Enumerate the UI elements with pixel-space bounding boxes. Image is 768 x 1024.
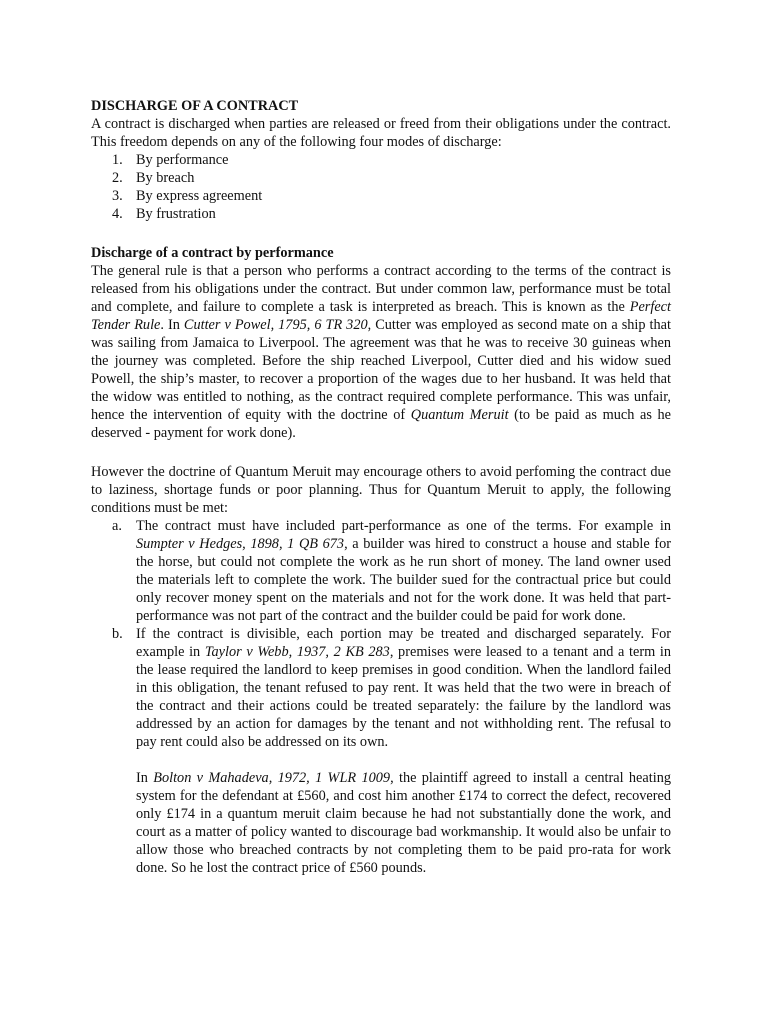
list-letter: b. bbox=[112, 626, 123, 642]
intro-paragraph: A contract is discharged when parties are released or freed from their obligations under the contract. This freedom depends on any of the following four modes of discharge: bbox=[91, 116, 671, 150]
list-item bbox=[91, 151, 671, 169]
list-item-text: By performance bbox=[136, 152, 229, 168]
performance-paragraph: The general rule is that a person who performs a contract according to the terms of the contract is released from his obligations under the contract. But under common law, performance must be total and complete, and failure to complete a task is interpreted as breach. This is known as the Perfect Tender Rule. In Cutter v Powel, 1795, 6 TR 320, Cutter was employed as second mate on a ship that was sailing from Jamaica to Liverpool. The agreement was that he was to receive 30 guineas when the journey was completed. Before the ship reached Liverpool, Cutter died and his widow sued Powell, the ship’s master, to recover a proportion of the wages due to her husband. It was held that the widow was entitled to nothing, as the contract required complete performance. This was unfair, hence the intervention of equity with the doctrine of Quantum Meruit (to be paid as much as he deserved - payment for work done). bbox=[91, 263, 672, 441]
section-heading: Discharge of a contract by performance bbox=[91, 245, 334, 261]
list-number: 3. bbox=[112, 188, 123, 204]
list-item: a. The contract must have included part-performance as one of the terms. For example in Sumpter v Hedges, 1898, 1 QB 673, a builder was hired to construct a house and stable for the horse, but could not complete the work as he run short of money. The land owner used the materials left to complete the work. The builder sued for the contractual price but could only recover money spent on the materials and not for the work done. It was held that part-performance was not part of the contract and the builder could be paid for work done. bbox=[112, 518, 672, 624]
quantum-meruit-paragraph: However the doctrine of Quantum Meruit may encourage others to avoid perfoming the contract due to laziness, shortage funds or poor planning. Thus for Quantum Meruit to apply, the following conditions must be met: bbox=[91, 464, 671, 516]
list-item bbox=[91, 205, 671, 223]
spacer bbox=[91, 223, 671, 244]
list-number: 4. bbox=[112, 206, 123, 222]
sub-paragraph: In Bolton v Mahadeva, 1972, 1 WLR 1009, the plaintiff agreed to install a central heating system for the defendant at £560, and cost him another £174 to correct the defect, recovered only £174 in a quantum meruit claim because he had not substantially done the work, and court as a matter of policy wanted to discourage bad workmanship. It would also be unfair to allow those who breached contracts by not completing them to be paid pro-rata for work done. So he lost the contract price of £560 pounds. bbox=[136, 770, 671, 876]
list-item: b. If the contract is divisible, each portion may be treated and discharged separately. For example in Taylor v Webb, 1937, 2 KB 283, premises were leased to a tenant and a term in the lease required the landlord to keep premises in good condition. When the landlord failed in this obligation, the tenant refused to pay rent. It was held that the two were in breach of the contract and their actions could be treated separately: the failure by the landlord was addressed by an action for damages by the tenant and not withholding rent. The refusal to pay rent could also be addressed on its own. In Bolton v Mahadeva, 1972, 1 WLR 1009, the plaintiff agreed to install a central heating system for the defendant at £560, and cost him another £174 to correct the defect, recovered only £174 in a quantum meruit claim because he had not substantially done the work, and court as a matter of policy wanted to discourage bad workmanship. It would also be unfair to allow those who breached contracts by not completing them to be paid pro-rata for work done. So he lost the contract price of £560 pounds. bbox=[112, 626, 672, 876]
list-item bbox=[91, 187, 671, 205]
doctrine-name: Quantum Meruit bbox=[410, 407, 509, 423]
list-letter: a. bbox=[112, 518, 122, 534]
document-page bbox=[91, 97, 671, 877]
case-citation: Bolton v Mahadeva, 1972, 1 WLR 1009 bbox=[153, 770, 391, 786]
discharge-modes-list bbox=[91, 151, 671, 223]
spacer bbox=[91, 442, 671, 460]
list-item-text: By breach bbox=[136, 170, 195, 186]
case-citation: Taylor v Webb, 1937, 2 KB 283 bbox=[204, 644, 390, 660]
list-item bbox=[91, 169, 671, 187]
list-number: 1. bbox=[112, 152, 123, 168]
rule-name: Perfect Tender Rule bbox=[91, 299, 671, 333]
case-citation: Sumpter v Hedges, 1898, 1 QB 673 bbox=[136, 536, 345, 552]
list-item-text: By express agreement bbox=[136, 188, 263, 204]
case-citation: Cutter v Powel, 1795, 6 TR 320 bbox=[183, 317, 368, 333]
list-number: 2. bbox=[112, 170, 123, 186]
conditions-list bbox=[91, 517, 671, 877]
list-item-text: By frustration bbox=[136, 206, 216, 222]
document-title: DISCHARGE OF A CONTRACT bbox=[91, 98, 299, 114]
